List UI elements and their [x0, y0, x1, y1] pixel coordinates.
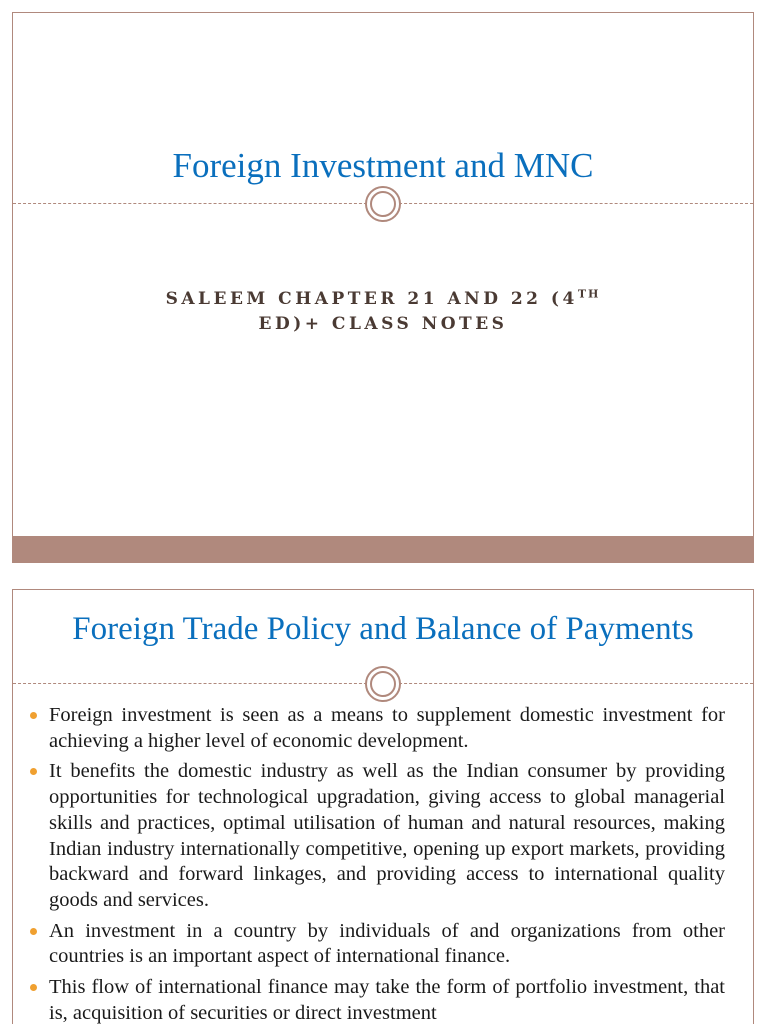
subtitle-line-1: SALEEM CHAPTER 21 AND 22 (4TH — [165, 287, 601, 309]
bullet-item: Foreign investment is seen as a means to supplement domestic investment for achieving a higher level of economic development. — [27, 703, 725, 754]
slide-title: Foreign Trade Policy and Balance of Payments — [72, 611, 694, 647]
title-slide — [12, 12, 754, 563]
subtitle-line-2: ED)+ CLASS NOTES — [258, 313, 508, 334]
footer-bar — [13, 536, 753, 562]
content-slide — [12, 589, 754, 1024]
double-ring-ornament-icon — [365, 186, 401, 222]
bullet-item: An investment in a country by individuals of and organizations from other countries is an important aspect of international finance. — [27, 919, 725, 970]
slide-title: Foreign Investment and MNC — [172, 146, 594, 185]
bullet-list — [27, 703, 725, 1024]
bullet-item: It benefits the domestic industry as well as the Indian consumer by providing opportunities for technological upgradation, giving access to global managerial skills and practices, optimal utilisation of human and natural resources, making Indian industry internationally competitive, opening up export markets, providing backward and forward linkages, and providing access to international quality goods and services. — [27, 759, 725, 913]
slide-subtitle — [13, 281, 753, 337]
subtitle-superscript: TH — [577, 287, 601, 300]
double-ring-ornament-icon — [365, 666, 401, 702]
bullet-item: This flow of international finance may take the form of portfolio investment, that is, acquisition of securities or direct investment — [27, 975, 725, 1024]
